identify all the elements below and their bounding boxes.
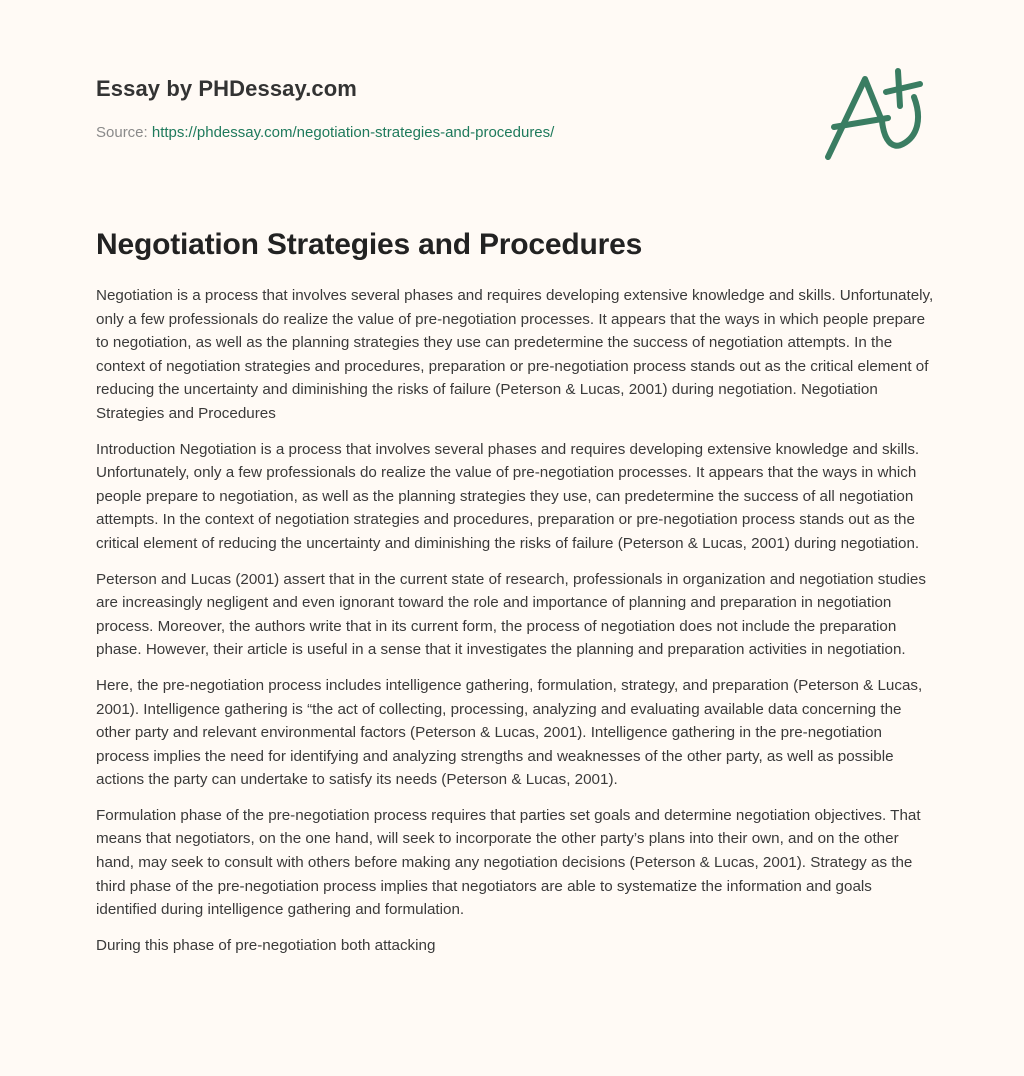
source-link[interactable]: https://phdessay.com/negotiation-strategies-and-procedures/ xyxy=(151,124,555,141)
article xyxy=(96,228,936,969)
article-title: Negotiation Strategies and Procedures xyxy=(96,228,643,261)
source-label: Source: xyxy=(96,124,148,141)
paragraph: Peterson and Lucas (2001) assert that in the current state of research, professionals in organization and negotiation studies are increasingly negligent and even ignorant toward the role and importance of planning and preparation in negotiation process. Moreover, the authors write that in its current form, the process of negotiation does not include the preparation phase. However, their article is useful in a sense that it investigates the planning and preparation activities in negotiation. xyxy=(96,570,926,659)
paragraph: Introduction Negotiation is a process that involves several phases and requires developing extensive knowledge and skills. Unfortunately, only a few professionals do realize the value of pre-negotiation processes. It appears that the ways in which people prepare to negotiation, as well as the planning strategies they use, can predetermine the success of all negotiation attempts. In the context of negotiation strategies and procedures, preparation or pre-negotiation process stands out as the critical element of reducing the uncertainty and diminishing the risks of failure (Peterson & Lucas, 2001) during negotiation. xyxy=(96,440,920,552)
paragraph: During this phase of pre-negotiation both attacking xyxy=(96,936,436,954)
paragraph: Formulation phase of the pre-negotiation process requires that parties set goals and determine negotiation objectives. That means that negotiators, on the one hand, will seek to incorporate the other party’s plans into their own, and on the other hand, may seek to consult with others before making any negotiation decisions (Peterson & Lucas, 2001). Strategy as the third phase of the pre-negotiation process implies that negotiators are able to systematize the information and goals identified during intelligence gathering and formulation. xyxy=(96,806,921,919)
paragraph: Negotiation is a process that involves several phases and requires developing extensive knowledge and skills. Unfortunately, only a few professionals do realize the value of pre-negotiation processes. It appears that the ways in which people prepare to negotiation, as well as the planning strategies they use can predetermine the success of negotiation attempts. In the context of negotiation strategies and procedures, preparation or pre-negotiation process stands out as the critical element of reducing the uncertainty and diminishing the risks of failure (Peterson & Lucas, 2001) during negotiation. Negotiation Strategies and Procedures xyxy=(96,287,934,422)
site-title: Essay by PHDessay.com xyxy=(96,76,357,101)
paragraph: Here, the pre-negotiation process includes intelligence gathering, formulation, strategy, and preparation (Peterson & Lucas, 2001). Intelligence gathering is “the act of collecting, processing, analyzing and evaluating available data concerning the other party and relevant environmental factors (Peterson & Lucas, 2001). Intelligence gathering in the pre-negotiation process implies the need for identifying and analyzing strengths and weaknesses of the other party, as well as possible actions the party can undertake to satisfy its needs (Peterson & Lucas, 2001). xyxy=(96,676,923,789)
a-plus-logo-icon xyxy=(810,60,940,170)
header xyxy=(96,76,554,141)
source-line xyxy=(96,124,554,141)
